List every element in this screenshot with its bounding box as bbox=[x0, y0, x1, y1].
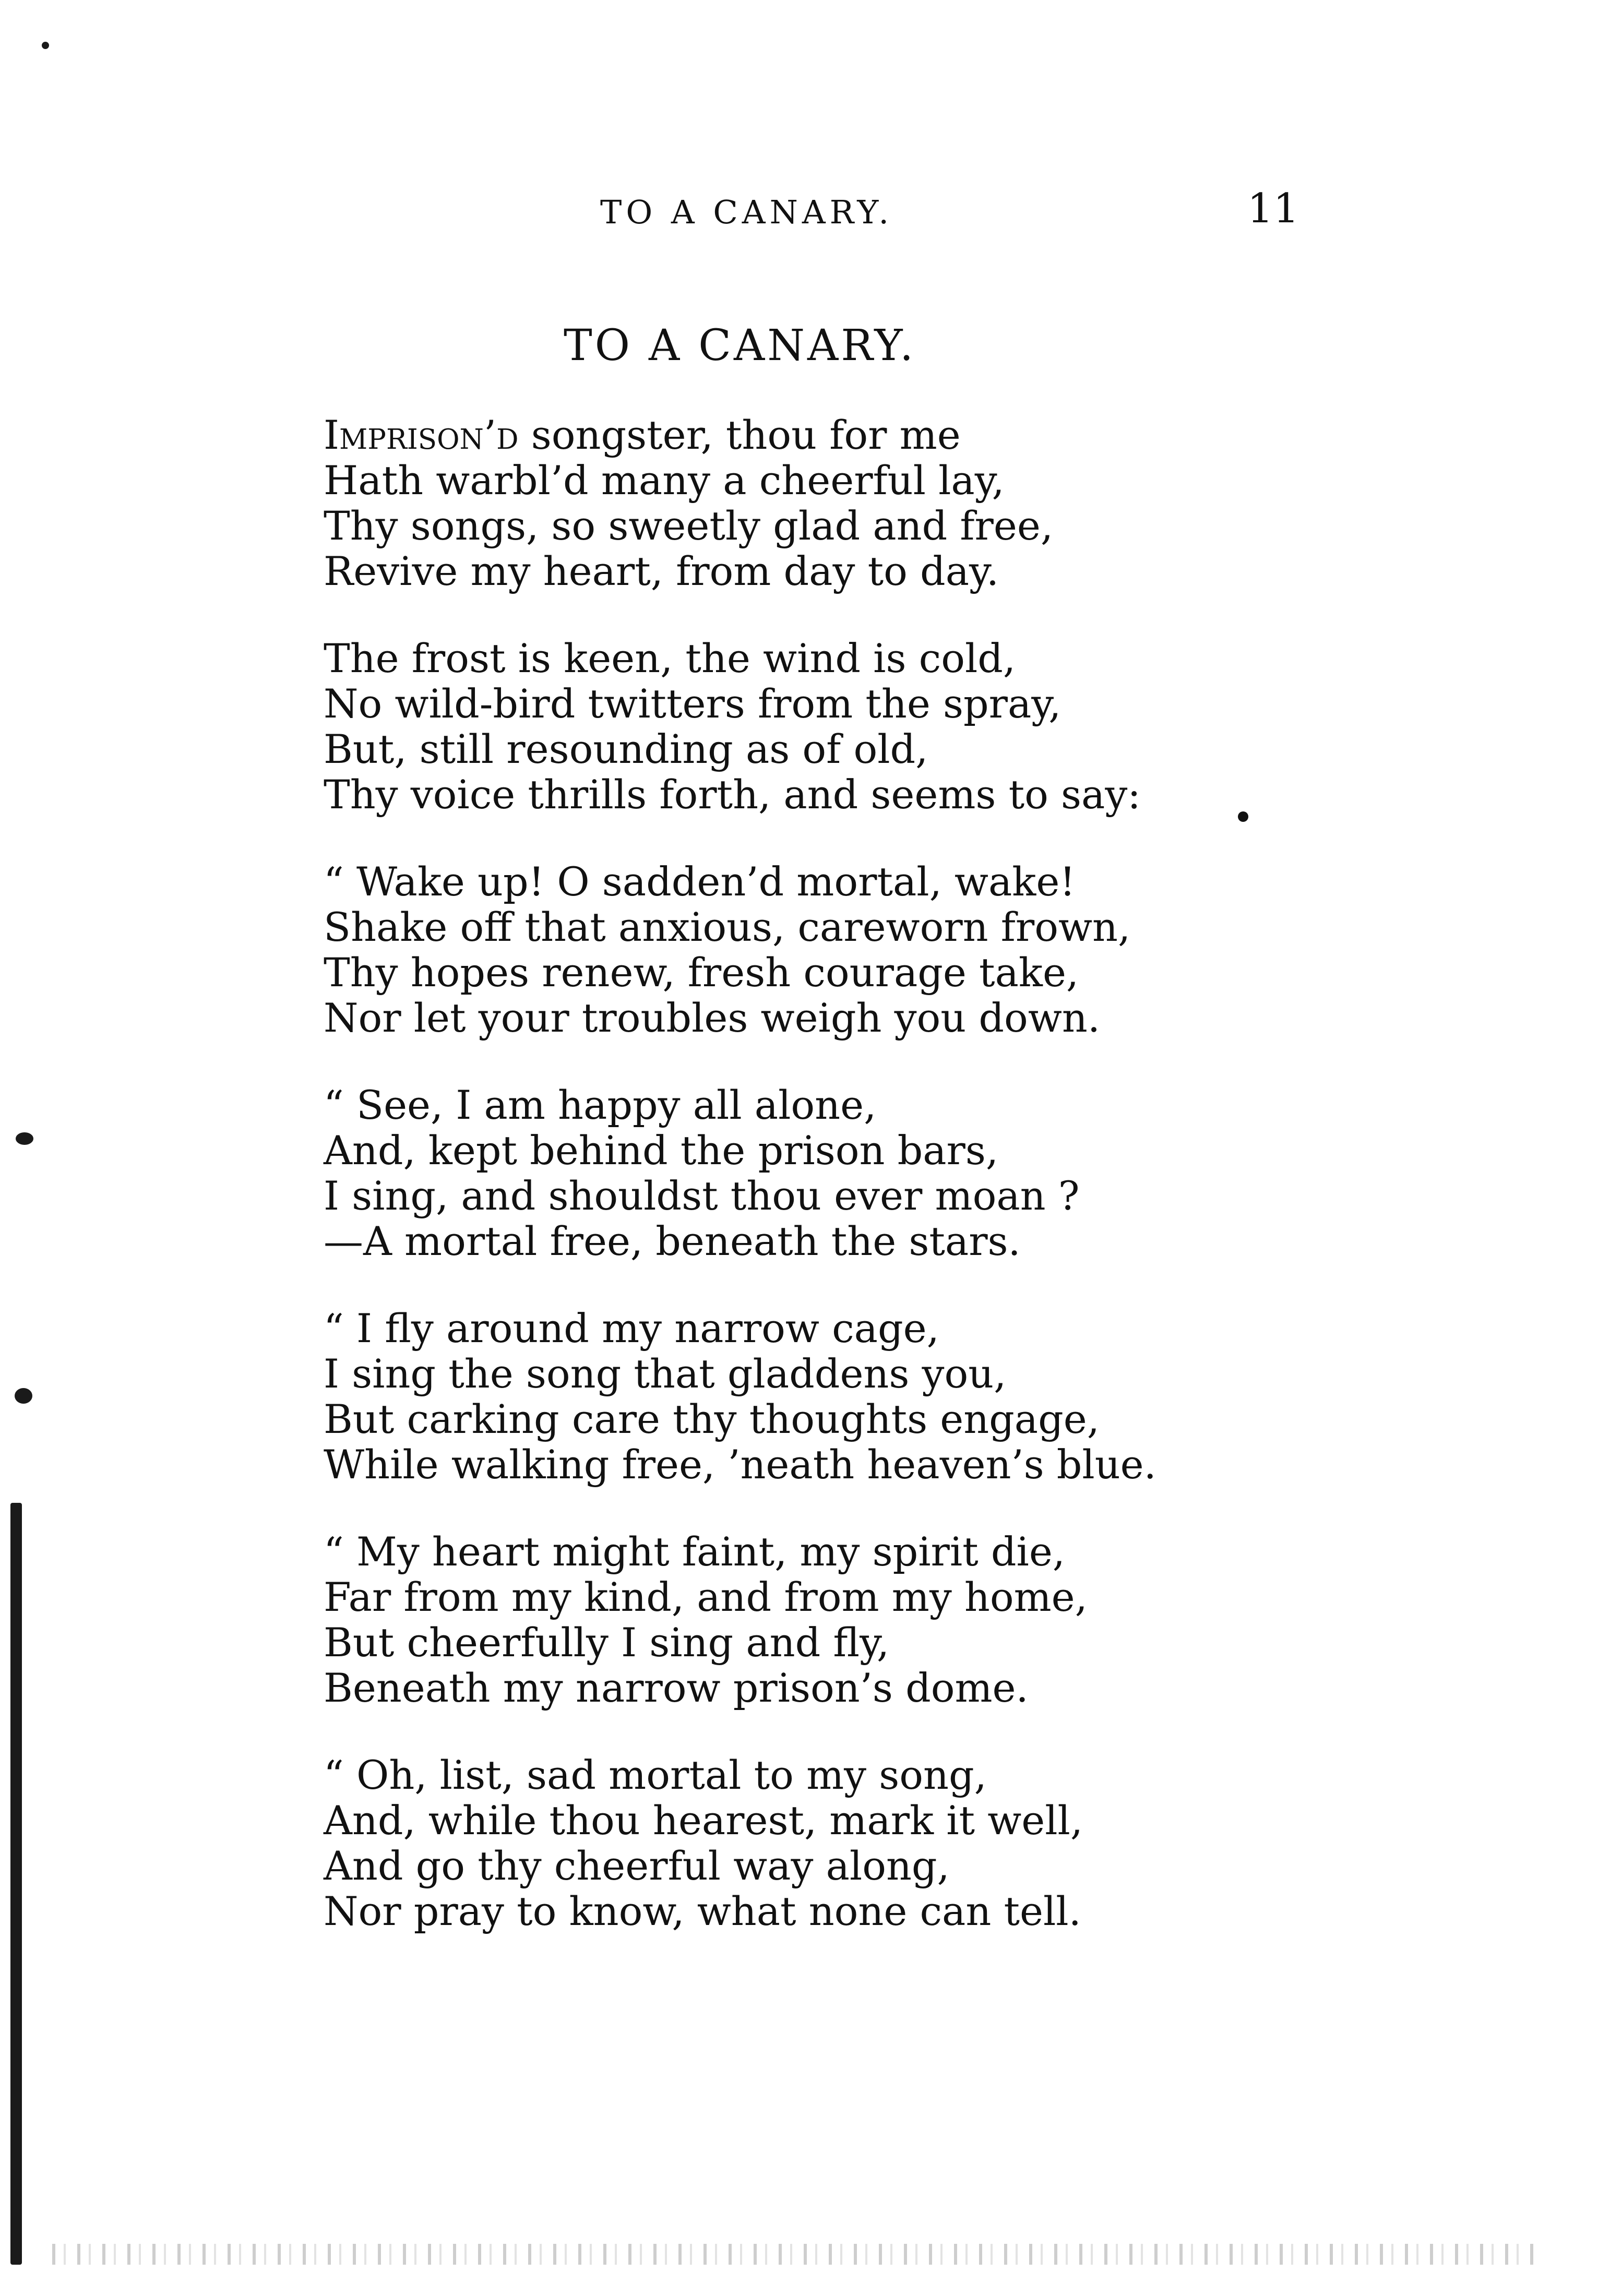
stanza-2 bbox=[324, 636, 1263, 817]
ink-mark bbox=[15, 1388, 32, 1404]
poem-line: But, still resounding as of old, bbox=[324, 726, 928, 772]
poem-line: The frost is keen, the wind is cold, bbox=[324, 635, 1016, 681]
poem-line: Revive my heart, from day to day. bbox=[324, 548, 999, 594]
poem-line: “ Wake up! O sadden’d mortal, wake! bbox=[324, 858, 1076, 905]
poem-line bbox=[324, 412, 1263, 458]
first-word: Imprison’d bbox=[324, 412, 519, 458]
poem-line: And, while thou hearest, mark it well, bbox=[324, 1797, 1083, 1844]
poem-line: Nor pray to know, what none can tell. bbox=[324, 1888, 1081, 1934]
stanza-1 bbox=[324, 412, 1263, 594]
poem-line: No wild-bird twitters from the spray, bbox=[324, 680, 1062, 727]
poem-line: Thy hopes renew, fresh courage take, bbox=[324, 949, 1079, 996]
poem-line: And, kept behind the prison bars, bbox=[324, 1127, 999, 1174]
binding-shadow bbox=[10, 1503, 22, 2265]
poem-line: Nor let your troubles weigh you down. bbox=[324, 995, 1100, 1041]
scan-noise bbox=[52, 2244, 1540, 2265]
stanza-4 bbox=[324, 1082, 1263, 1264]
poem-line: —A mortal free, beneath the stars. bbox=[324, 1218, 1021, 1264]
ink-dot bbox=[1238, 811, 1248, 822]
running-head: TO A CANARY. bbox=[600, 193, 893, 231]
stanza-5 bbox=[324, 1306, 1263, 1487]
poem-line: “ Oh, list, sad mortal to my song, bbox=[324, 1752, 987, 1798]
poem-line: Hath warbl’d many a cheerful lay, bbox=[324, 457, 1005, 504]
poem-line: “ My heart might faint, my spirit die, bbox=[324, 1528, 1065, 1575]
poem-line: “ See, I am happy all alone, bbox=[324, 1082, 877, 1128]
poem-line: Thy voice thrills forth, and seems to say: bbox=[324, 771, 1141, 818]
poem-line: But carking care thy thoughts engage, bbox=[324, 1396, 1100, 1442]
poem-line: I sing the song that gladdens you, bbox=[324, 1350, 1007, 1397]
page-number: 11 bbox=[1247, 185, 1299, 232]
poem-line: “ I fly around my narrow cage, bbox=[324, 1305, 939, 1352]
poem-line: Thy songs, so sweetly glad and free, bbox=[324, 503, 1053, 549]
poem-line: I sing, and shouldst thou ever moan ? bbox=[324, 1173, 1080, 1219]
stanza-7 bbox=[324, 1752, 1263, 1934]
stanza-3 bbox=[324, 859, 1263, 1041]
poem-line: But cheerfully I sing and fly, bbox=[324, 1619, 890, 1666]
first-line-rest: songster, thou for me bbox=[518, 412, 961, 458]
ink-mark bbox=[16, 1132, 33, 1145]
poem-line: And go thy cheerful way along, bbox=[324, 1843, 950, 1889]
poem-line: While walking free, ’neath heaven’s blue. bbox=[324, 1441, 1156, 1488]
stanza-6 bbox=[324, 1529, 1263, 1711]
ink-mark bbox=[42, 42, 49, 49]
poem-title: TO A CANARY. bbox=[564, 321, 916, 370]
poem-body bbox=[324, 412, 1263, 1976]
poem-line: Shake off that anxious, careworn frown, bbox=[324, 904, 1131, 950]
poem-line: Beneath my narrow prison’s dome. bbox=[324, 1665, 1029, 1711]
poem-line: Far from my kind, and from my home, bbox=[324, 1574, 1088, 1620]
